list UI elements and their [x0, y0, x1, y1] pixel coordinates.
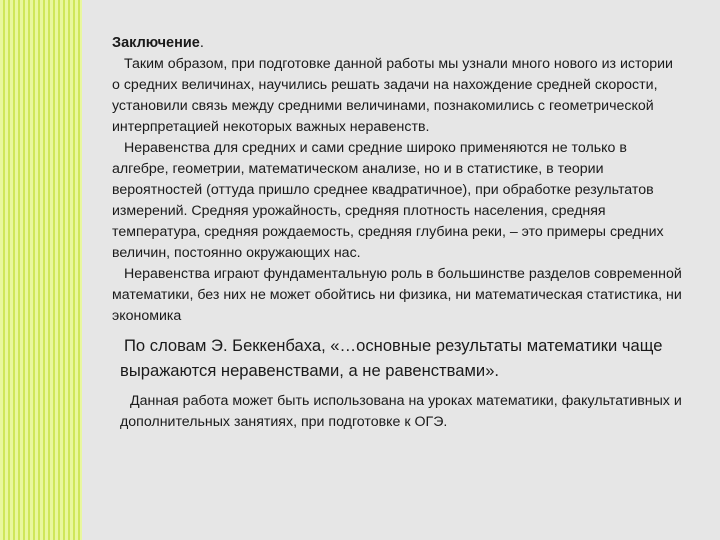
paragraph-applications: Неравенства для средних и сами средние широко применяются не только в алгебре, геометрии, математическом анализе, но и в статистике, в теории вероятностей (оттуда пришло среднее квадратичное), при обработке результатов измерений. Средняя урожайность, средняя плотность населения, средняя температура, средняя рождаемость, средняя глубина реки, – это примеры средних величин, постоянно окружающих нас. [112, 140, 664, 261]
usage-note: Данная работа может быть использована на уроках математики, факультативных и дополнительных занятиях, при подготовке к ОГЭ. [120, 393, 682, 430]
paragraph-importance: Неравенства играют фундаментальную роль в большинстве разделов современной математики, без них не может обойтись ни физика, ни математическая статистика, ни экономика [112, 266, 682, 324]
paragraph-summary: Таким образом, при подготовке данной работы мы узнали много нового из истории о средних величинах, научились решать задачи на нахождение средней скорости, установили связь между средними величинами, познакомились с геометрической интерпретацией некоторых важных неравенств. [112, 56, 673, 135]
beckenbach-quote: По словам Э. Беккенбаха, «…основные результаты математики чаще выражаются неравенствами, а не равенствами». [120, 336, 663, 380]
slide-content [112, 32, 682, 433]
slide-title-punct: . [199, 35, 204, 51]
decorative-side-stripe [0, 0, 82, 540]
slide-title [112, 32, 682, 54]
slide-title-text: Заключение [112, 35, 200, 51]
